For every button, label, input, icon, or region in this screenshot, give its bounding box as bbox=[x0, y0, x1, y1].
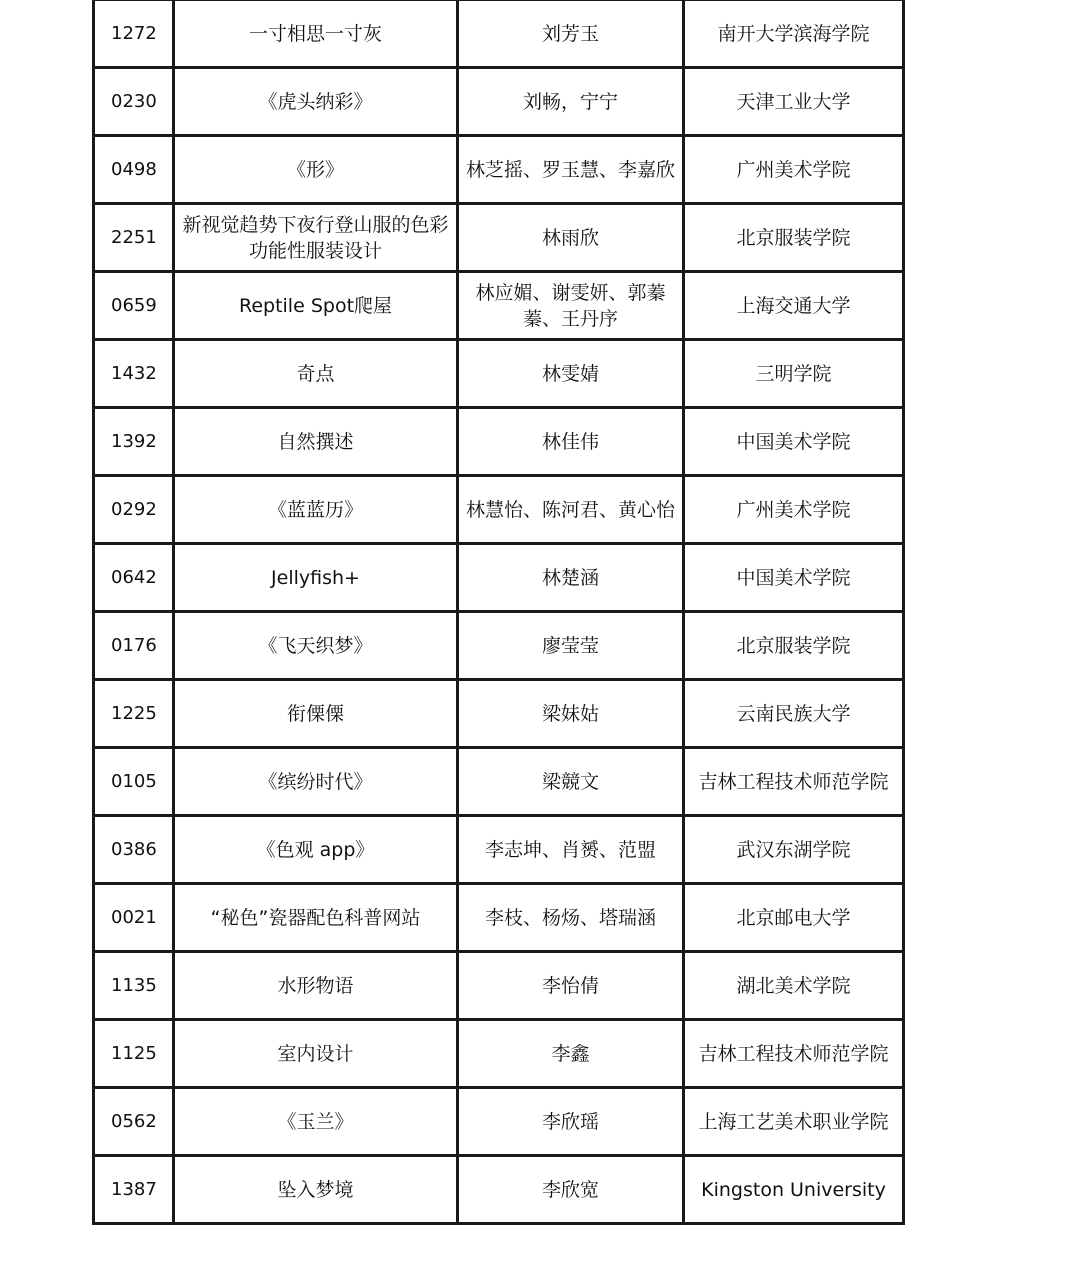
work-title-cell: 自然撰述 bbox=[174, 408, 458, 476]
school-cell: 武汉东湖学院 bbox=[684, 816, 904, 884]
work-title-cell: Reptile Spot爬屋 bbox=[174, 272, 458, 340]
entry-id-cell: 1392 bbox=[94, 408, 174, 476]
table-row bbox=[94, 680, 904, 748]
school-cell: 天津工业大学 bbox=[684, 68, 904, 136]
table-row bbox=[94, 1020, 904, 1088]
entry-id-cell: 0386 bbox=[94, 816, 174, 884]
authors-cell: 刘畅，宁宁 bbox=[458, 68, 684, 136]
table-row bbox=[94, 1088, 904, 1156]
table-row bbox=[94, 408, 904, 476]
authors-cell: 林楚涵 bbox=[458, 544, 684, 612]
results-table-body bbox=[94, 0, 904, 1224]
table-row bbox=[94, 748, 904, 816]
work-title-cell: 《飞天织梦》 bbox=[174, 612, 458, 680]
school-cell: 上海工艺美术职业学院 bbox=[684, 1088, 904, 1156]
authors-cell: 李欣宽 bbox=[458, 1156, 684, 1224]
school-cell: 湖北美术学院 bbox=[684, 952, 904, 1020]
table-row bbox=[94, 136, 904, 204]
entry-id-cell: 0292 bbox=[94, 476, 174, 544]
table-row bbox=[94, 476, 904, 544]
authors-cell: 林慧怡、陈河君、黄心怡 bbox=[458, 476, 684, 544]
table-row bbox=[94, 884, 904, 952]
work-title-cell: Jellyfish+ bbox=[174, 544, 458, 612]
school-cell: 北京服装学院 bbox=[684, 204, 904, 272]
entry-id-cell: 0562 bbox=[94, 1088, 174, 1156]
entry-id-cell: 0642 bbox=[94, 544, 174, 612]
entry-id-cell: 1225 bbox=[94, 680, 174, 748]
authors-cell: 刘芳玉 bbox=[458, 0, 684, 68]
school-cell: 中国美术学院 bbox=[684, 544, 904, 612]
school-cell: 吉林工程技术师范学院 bbox=[684, 1020, 904, 1088]
table-row bbox=[94, 952, 904, 1020]
school-cell: 广州美术学院 bbox=[684, 476, 904, 544]
authors-cell: 李枝、杨炀、塔瑞涵 bbox=[458, 884, 684, 952]
work-title-cell: 新视觉趋势下夜行登山服的色彩功能性服装设计 bbox=[174, 204, 458, 272]
work-title-cell: 坠入梦境 bbox=[174, 1156, 458, 1224]
entry-id-cell: 0105 bbox=[94, 748, 174, 816]
entry-id-cell: 0021 bbox=[94, 884, 174, 952]
entry-id-cell: 0176 bbox=[94, 612, 174, 680]
work-title-cell: 一寸相思一寸灰 bbox=[174, 0, 458, 68]
results-table-container bbox=[92, 0, 902, 1225]
work-title-cell: “秘色”瓷器配色科普网站 bbox=[174, 884, 458, 952]
work-title-cell: 奇点 bbox=[174, 340, 458, 408]
school-cell: 北京邮电大学 bbox=[684, 884, 904, 952]
school-cell: 云南民族大学 bbox=[684, 680, 904, 748]
school-cell: 上海交通大学 bbox=[684, 272, 904, 340]
results-table bbox=[92, 0, 905, 1225]
school-cell: Kingston University bbox=[684, 1156, 904, 1224]
authors-cell: 李欣瑶 bbox=[458, 1088, 684, 1156]
authors-cell: 林佳伟 bbox=[458, 408, 684, 476]
authors-cell: 廖莹莹 bbox=[458, 612, 684, 680]
table-row bbox=[94, 816, 904, 884]
table-row bbox=[94, 204, 904, 272]
school-cell: 广州美术学院 bbox=[684, 136, 904, 204]
entry-id-cell: 0498 bbox=[94, 136, 174, 204]
entry-id-cell: 1125 bbox=[94, 1020, 174, 1088]
school-cell: 三明学院 bbox=[684, 340, 904, 408]
table-row bbox=[94, 340, 904, 408]
work-title-cell: 《玉兰》 bbox=[174, 1088, 458, 1156]
work-title-cell: 《蓝蓝历》 bbox=[174, 476, 458, 544]
entry-id-cell: 1387 bbox=[94, 1156, 174, 1224]
authors-cell: 梁競文 bbox=[458, 748, 684, 816]
entry-id-cell: 0659 bbox=[94, 272, 174, 340]
authors-cell: 林应媚、谢雯妍、郭蓁蓁、王丹序 bbox=[458, 272, 684, 340]
entry-id-cell: 2251 bbox=[94, 204, 174, 272]
authors-cell: 林芝摇、罗玉慧、李嘉欣 bbox=[458, 136, 684, 204]
authors-cell: 梁妹姑 bbox=[458, 680, 684, 748]
work-title-cell: 《虎头纳彩》 bbox=[174, 68, 458, 136]
entry-id-cell: 0230 bbox=[94, 68, 174, 136]
entry-id-cell: 1272 bbox=[94, 0, 174, 68]
work-title-cell: 室内设计 bbox=[174, 1020, 458, 1088]
table-row bbox=[94, 68, 904, 136]
table-row bbox=[94, 272, 904, 340]
entry-id-cell: 1432 bbox=[94, 340, 174, 408]
authors-cell: 林雯婧 bbox=[458, 340, 684, 408]
school-cell: 吉林工程技术师范学院 bbox=[684, 748, 904, 816]
work-title-cell: 衔傈傈 bbox=[174, 680, 458, 748]
work-title-cell: 《色观 app》 bbox=[174, 816, 458, 884]
entry-id-cell: 1135 bbox=[94, 952, 174, 1020]
authors-cell: 李怡倩 bbox=[458, 952, 684, 1020]
work-title-cell: 水形物语 bbox=[174, 952, 458, 1020]
table-row bbox=[94, 544, 904, 612]
table-row bbox=[94, 612, 904, 680]
school-cell: 北京服装学院 bbox=[684, 612, 904, 680]
school-cell: 南开大学滨海学院 bbox=[684, 0, 904, 68]
school-cell: 中国美术学院 bbox=[684, 408, 904, 476]
work-title-cell: 《形》 bbox=[174, 136, 458, 204]
authors-cell: 林雨欣 bbox=[458, 204, 684, 272]
authors-cell: 李鑫 bbox=[458, 1020, 684, 1088]
authors-cell: 李志坤、肖赟、范盟 bbox=[458, 816, 684, 884]
work-title-cell: 《缤纷时代》 bbox=[174, 748, 458, 816]
table-row bbox=[94, 1156, 904, 1224]
table-row bbox=[94, 0, 904, 68]
